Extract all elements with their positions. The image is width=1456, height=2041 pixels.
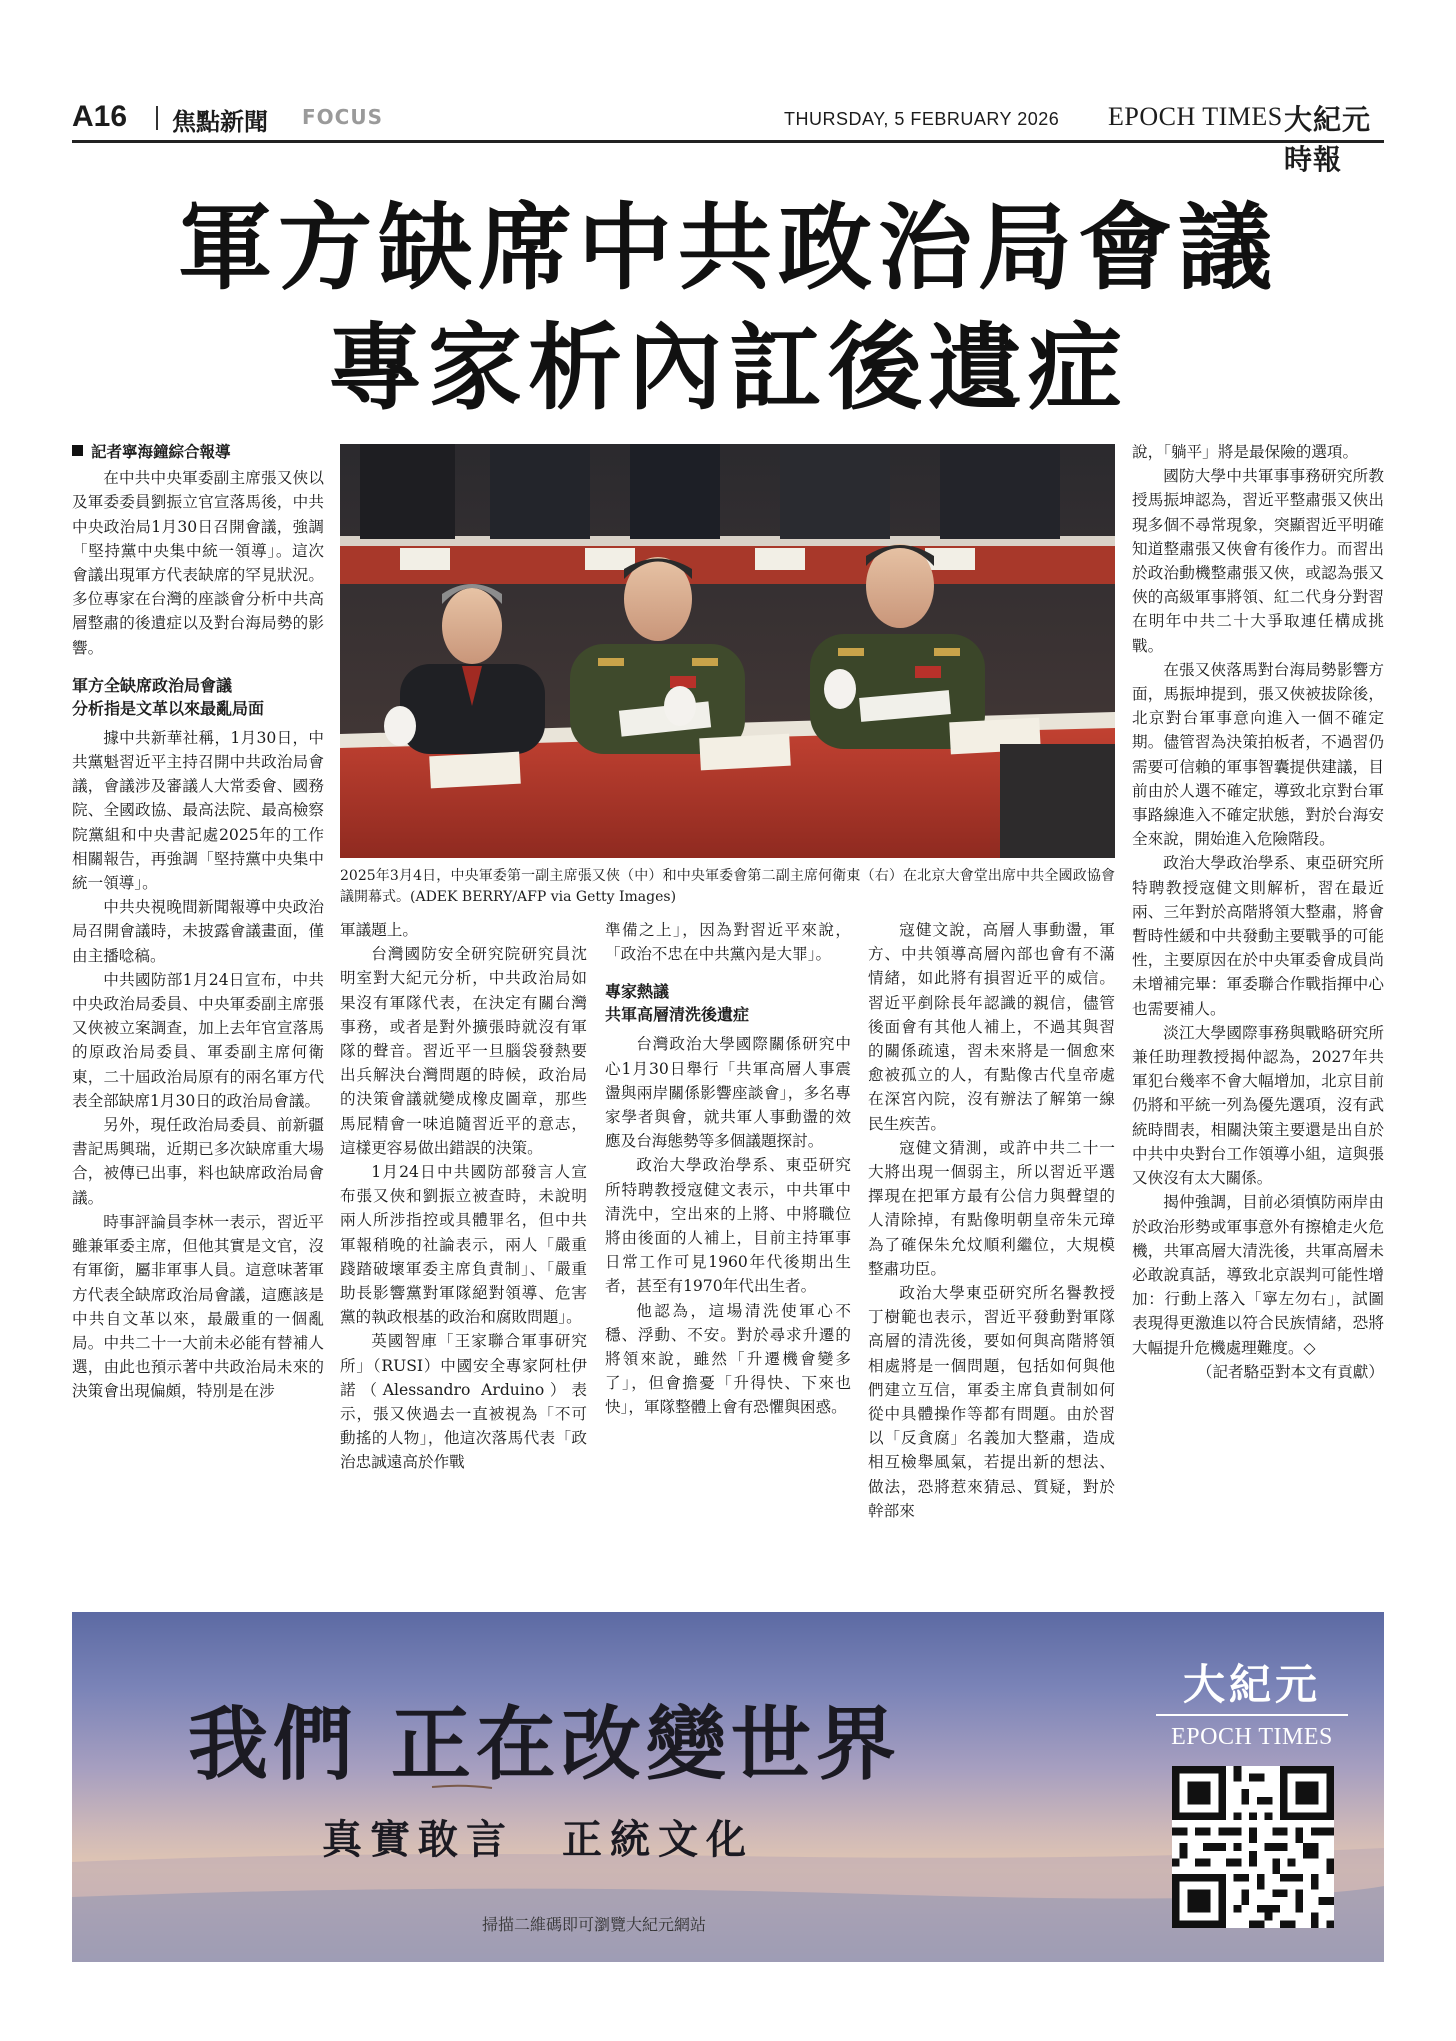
paragraph: 政治大學東亞研究所名譽教授丁樹範也表示，習近平發動對軍隊高層的清洗後，要如何與高階將領相處將是一個問題，包括如何與他們建立互信，軍委主席負責制如何從中具體操作等都有問題。由於習以「反貪腐」名義加大整肅，造成相互檢舉風氣，若提出新的想法、做法，恐將惹來猜忌、質疑，對於幹部來 [868, 1284, 1115, 1520]
paragraph: 政治大學政治學系、東亞研究所特聘教授寇健文表示，中共軍中清洗中，空出來的上將、中將職位將由後面的人補上，目前主持軍事日常工作可見1960年代後期出生者，甚至有1970年代出生者。 [605, 1156, 851, 1296]
section-name: 焦點新聞 [172, 108, 268, 136]
header-divider [156, 106, 158, 130]
paragraph: 時事評論員李林一表示，習近平雖兼軍委主席，但他其實是文官，沒有軍銜，屬非軍事人員。這意味著軍方代表全缺席政治局會議，這應該是中共自文革以來，最嚴重的一個亂局。中共二十一大前未必能有替補人選，由此也預示著中共政治局未來的決策會出現偏頗，特別是在涉 [72, 1212, 324, 1401]
masthead-chinese: 大紀元時報 [1284, 103, 1372, 176]
banner-note: 掃描二維碼即可瀏覽大紀元網站 [482, 1915, 707, 1934]
officials-seated-photo [340, 444, 1115, 858]
paragraph: 在中共中央軍委副主席張又俠以及軍委委員劉振立官宣落馬後，中共中央政治局1月30日召開會議，強調「堅持黨中央集中統一領導」。這次會議出現軍方代表缺席的罕見狀況。多位專家在台灣的座談會分析中共高層整肅的後遺症以及對台海局勢的影響。 [72, 469, 324, 657]
article-column-1 [72, 440, 324, 1404]
byline: 記者寧海鐘綜合報導 [72, 440, 324, 464]
paragraph: 中共國防部1月24日宣布，中共中央政治局委員、中央軍委副主席張又俠被立案調查，加上去年官宣落馬的原政治局委員、軍委副主席何衛東，二十屆政治局原有的兩名軍方代表全部缺席1月30日的政治局會議。 [72, 970, 324, 1110]
contributor-note: （記者駱亞對本文有貢獻） [1196, 1362, 1384, 1381]
subheading: 專家熱議 共軍高層清洗後遺症 [605, 982, 750, 1025]
paragraph: 台灣國防安全研究院研究員沈明室對大紀元分析，中共政治局如果沒有軍隊代表，在決定有關台灣事務，或者是對外擴張時就沒有軍隊的聲音。習近平一旦腦袋發熱要出兵解決台灣問題的時候，政治局的決策會議就變成橡皮圖章，那些馬屁精會一味追隨習近平的意志，這樣更容易做出錯誤的決策。 [340, 945, 587, 1157]
article-column-2 [340, 918, 587, 1475]
paragraph: 寇健文猜測，或許中共二十一大將出現一個弱主，所以習近平選擇現在把軍方最有公信力與聲望的人清除掉，有點像明朝皇帝朱元璋為了確保朱允炆順利繼位，大規模整肅功臣。 [868, 1138, 1115, 1278]
masthead-english: EPOCH TIMES [1108, 102, 1283, 131]
logo-divider [1156, 1714, 1348, 1716]
page-header [72, 96, 1384, 176]
promo-banner[interactable] [72, 1612, 1384, 1962]
qr-code-icon[interactable] [1172, 1766, 1334, 1928]
paragraph: 在張又俠落馬對台海局勢影響方面，馬振坤提到，張又俠被拔除後，北京對台軍事意向進入一個不確定期。儘管習為決策拍板者，不過習仍需要可信賴的軍事智囊提供建議，目前由於人選不確定，導致北京對台軍事路線進入不確定狀態，對於台海安全來說，開始進入危險階段。 [1132, 660, 1384, 849]
paragraph: 另外，現任政治局委員、前新疆書記馬興瑞，近期已多次缺席重大場合，被傳已出事，料也缺席政治局會議。 [72, 1116, 324, 1207]
page-number: A16 [72, 100, 128, 133]
paragraph: 他認為，這場清洗使軍心不穩、浮動、不安。對於尋求升遷的將領來說，雖然「升遷機會變多了」，但會擔憂「升得快、下來也快」，軍隊整體上會有恐懼與困惑。 [605, 1301, 851, 1417]
paragraph: 英國智庫「王家聯合軍事研究所」（RUSI）中國安全專家阿杜伊諾（Alessandro Arduino）表示，張又俠過去一直被視為「不可動搖的人物」，他這次落馬代表「政治忠誠遠高於作戰 [340, 1332, 587, 1472]
photo-caption: 2025年3月4日，中央軍委第一副主席張又俠（中）和中央軍委會第二副主席何衛東（右）在北京大會堂出席中共全國政協會議開幕式。(ADEK BERRY/AFP via Getty Images) [340, 868, 1115, 905]
article-column-4 [868, 918, 1115, 1523]
article-column-5 [1132, 440, 1384, 1384]
paragraph: 寇健文說，高層人事動盪，軍方、中共領導高層內部也會有不滿情緒，如此將有損習近平的威信。習近平剷除長年認識的親信，儘管後面會有其他人補上，不過其與習的關係疏遠，習未來將是一個愈來愈被孤立的人，有點像古代皇帝處在深宮內院，沒有辦法了解第一線民生疾苦。 [868, 921, 1115, 1133]
epoch-times-logo [1154, 1644, 1350, 1950]
header-rule [72, 140, 1384, 143]
section-name-english: FOCUS [302, 105, 383, 129]
paragraph: 中共央視晚間新聞報導中央政治局召開會議時，未披露會議畫面，僅由主播唸稿。 [72, 898, 324, 965]
article-photo [340, 444, 1115, 858]
subheading: 軍方全缺席政治局會議 分析指是文革以來最亂局面 [72, 675, 265, 718]
paragraph: 據中共新華社稱，1月30日，中共黨魁習近平主持召開中共政治局會議，會議涉及審議人大常委會、國務院、全國政協、最高法院、最高檢察院黨組和中央書記處2025年的工作相關報告，再強調「堅持黨中央集中統一領導」。 [72, 728, 324, 893]
paragraph: 政治大學政治學系、東亞研究所特聘教授寇健文則解析，習在最近兩、三年對於高階將領大整肅，將會暫時性緩和中共發動主要戰爭的可能性，主要原因在於中央軍委會成員尚未增補完畢：軍委聯合作戰指揮中心也需要補人。 [1132, 854, 1384, 1018]
paragraph: 淡江大學國際事務與戰略研究所兼任助理教授揭仲認為，2027年共軍犯台幾率不會大幅增加，北京目前仍將和平統一列為優先選項，沒有武統時間表，相關決策主要還是出自於中共中央對台工作領導小組，這與張又俠沒有太大關係。 [1132, 1023, 1384, 1188]
paragraph: 說，「躺平」將是最保險的選項。 [1132, 443, 1359, 461]
paragraph: 準備之上」，因為對習近平來說，「政治不忠在中共黨內是大罪」。 [605, 921, 851, 964]
headline-line-2: 專家析內訌後遺症 [327, 314, 1128, 423]
paragraph: 國防大學中共軍事事務研究所教授馬振坤認為，習近平整肅張又俠出現多個不尋常現象，突顯習近平明確知道整肅張又俠會有後作力。而習出於政治動機整肅張又俠，或認為張又俠的高級軍事將領、紅二代身分對習在明年中共二十大爭取連任構成挑戰。 [1132, 467, 1384, 655]
logo-chinese: 大紀元 [1182, 1660, 1321, 1709]
banner-title: 我們 正在改變世界 [188, 1697, 901, 1791]
issue-date: THURSDAY, 5 FEBRUARY 2026 [784, 109, 1060, 129]
headline-line-1: 軍方缺席中共政治局會議 [177, 194, 1278, 303]
paragraph: 揭仲強調，目前必須慎防兩岸由於政治形勢或軍事意外有擦槍走火危機，共軍高層大清洗後，共軍高層未必敢說真話，導致北京誤判可能性增加：行動上落入「寧左勿右」，試圖表現得更激進以符合民族情緒，恐將大幅提升危機處理難度。◇ [1132, 1193, 1384, 1357]
paragraph: 1月24日中共國防部發言人宣布張又俠和劉振立被查時，未說明兩人所涉指控或具體罪名，但中共軍報稍晚的社論表示，兩人「嚴重踐踏破壞軍委主席負責制」、「嚴重助長影響黨對軍隊絕對領導、危害黨的執政根基的政治和腐敗問題」。 [340, 1163, 587, 1327]
banner-subtitle: 真實敢言 正統文化 [322, 1816, 754, 1863]
paragraph: 台灣政治大學國際關係研究中心1月30日舉行「共軍高層人事震盪與兩岸關係影響座談會」，多名專家學者與會，就共軍人事動盪的效應及台海態勢等多個議題探討。 [605, 1035, 851, 1151]
paragraph: 軍議題上。 [340, 921, 418, 939]
logo-english: EPOCH TIMES [1171, 1724, 1333, 1750]
article-column-3 [605, 918, 851, 1420]
byline-square-icon [72, 445, 83, 456]
